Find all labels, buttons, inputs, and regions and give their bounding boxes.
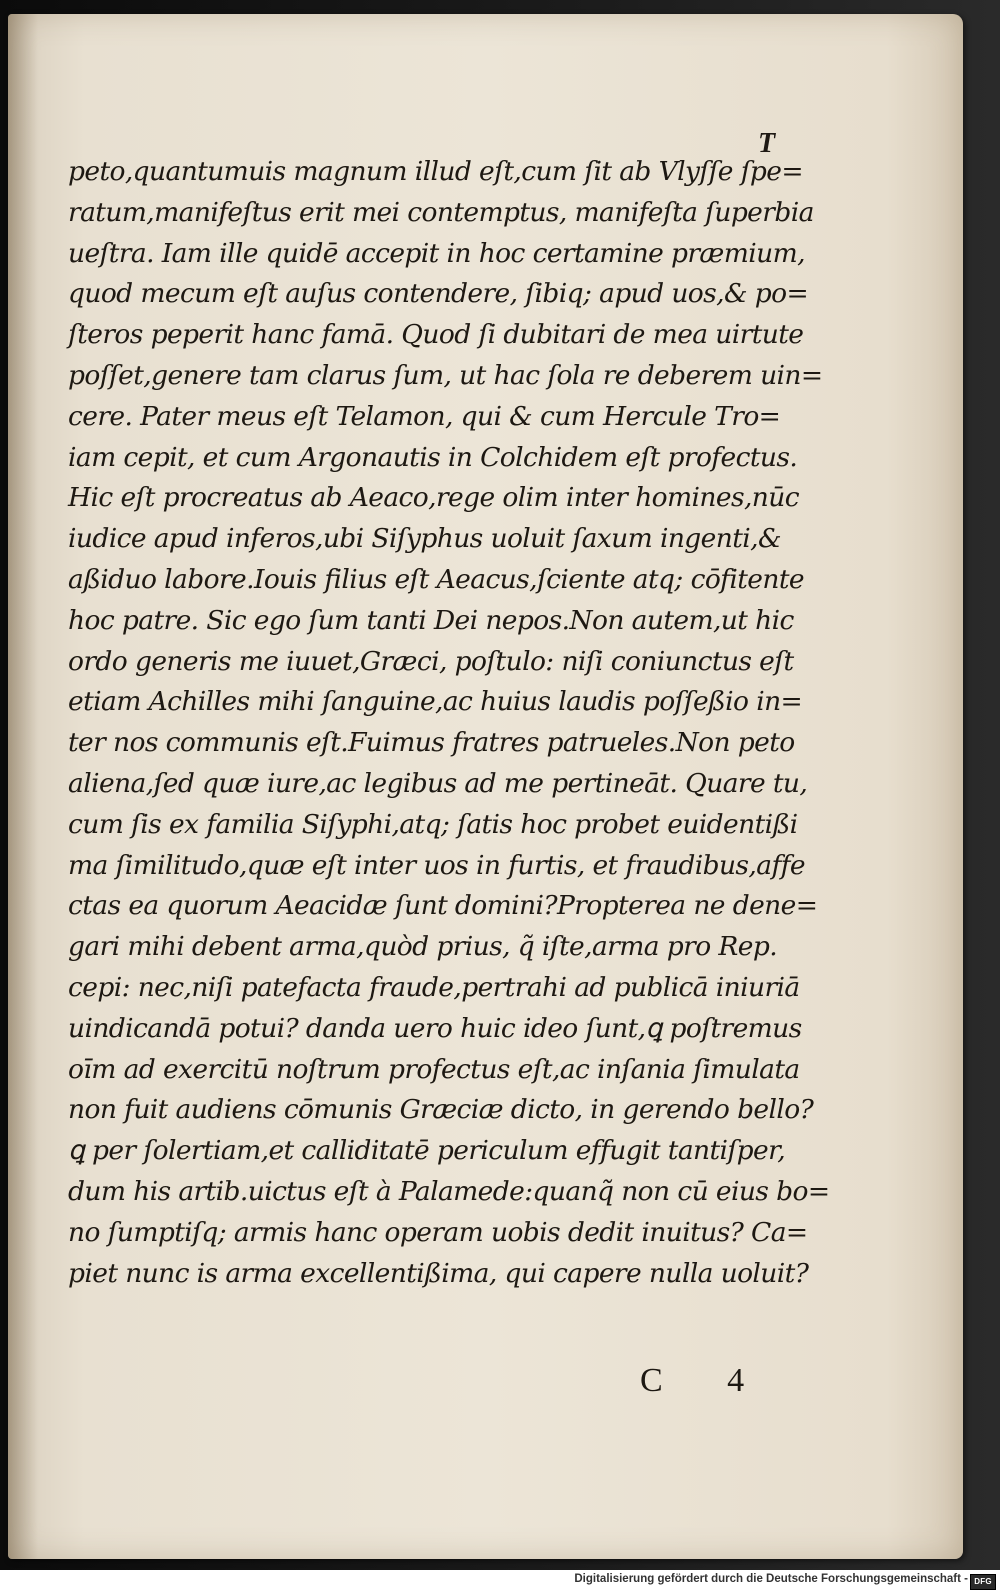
text-line: ordo generis me iuuet,Græci, poſtulo: niſi coniunctus eſt bbox=[68, 645, 794, 677]
text-line: non fuit audiens cōmunis Græciæ dicto, in gerendo bello? bbox=[68, 1094, 814, 1126]
text-line: uindicandā potui? danda uero huic ideo ſunt,ꝗ poſtremus bbox=[68, 1012, 802, 1044]
text-line: quod mecum eſt auſus contendere, ſibiq; apud uos,& po= bbox=[68, 278, 809, 310]
text-line: ueſtra. Iam ille quidē accepit in hoc certamine præmium, bbox=[68, 237, 805, 269]
text-line: peto,quantumuis magnum illud eſt,cum ſit ab Vlyſſe ſpe= bbox=[68, 156, 803, 187]
text-line: ſteros peperit hanc famā. Quod ſi dubitari de mea uirtute bbox=[68, 319, 804, 351]
funding-notice: Digitalisierung gefördert durch die Deutsche Forschungsgemeinschaft - bbox=[574, 1573, 968, 1585]
text-line: aliena,ſed quæ iure,ac legibus ad me pertineāt. Quare tu, bbox=[68, 767, 808, 799]
text-line: ꝗ per ſolertiam,et calliditatē periculum effugit tantiſper, bbox=[68, 1135, 786, 1167]
text-line: poſſet,genere tam clarus ſum, ut hac ſola re deberem uin= bbox=[68, 359, 823, 391]
text-line: oīm ad exercitū noſtrum profectus eſt,ac inſania ſimulata bbox=[68, 1053, 800, 1085]
gutter-shadow bbox=[8, 14, 38, 1559]
text-line: ma ſimilitudo,quæ eſt inter uos in furtis, et fraudibus,affe bbox=[68, 849, 805, 881]
text-line: Hic eſt procreatus ab Aeaco,rege olim inter homines,nūc bbox=[68, 482, 799, 514]
text-line: gari mihi debent arma,quòd prius, q̃ iſte,arma pro Rep. bbox=[68, 931, 778, 963]
text-line: aßiduo labore.Iouis filius eſt Aeacus,ſciente atq; cōfitente bbox=[68, 563, 804, 595]
text-line: etiam Achilles mihi ſanguine,ac huius laudis poſſeßio in= bbox=[68, 686, 803, 718]
signature-mark: C 4 bbox=[640, 1362, 773, 1399]
text-line: no ſumptiſq; armis hanc operam uobis dedit inuitus? Ca= bbox=[68, 1216, 808, 1248]
text-line: iam cepit, et cum Argonautis in Colchidem eſt profectus. bbox=[68, 441, 798, 473]
text-line: hoc patre. Sic ego ſum tanti Dei nepos.Non autem,ut hic bbox=[68, 604, 794, 636]
dfg-logo-icon: DFG bbox=[970, 1574, 996, 1590]
text-line: ter nos communis eſt.Fuimus fratres patrueles.Non peto bbox=[68, 727, 795, 759]
text-line: cere. Pater meus eſt Telamon, qui & cum Hercule Tro= bbox=[68, 400, 781, 432]
digitization-footer bbox=[0, 1570, 1000, 1593]
page-corner-marker: T bbox=[758, 128, 777, 159]
text-line: piet nunc is arma excellentißima, qui capere nulla uoluit? bbox=[68, 1257, 809, 1289]
page-body-text bbox=[68, 152, 830, 1294]
text-line: iudice apud inferos,ubi Siſyphus uoluit ſaxum ingenti,& bbox=[68, 523, 781, 555]
text-line: ctas ea quorum Aeacidæ ſunt domini?Propterea ne dene= bbox=[68, 890, 818, 922]
text-line: dum his artib.uictus eſt à Palamede:quanq̃ non cū eius bo= bbox=[68, 1175, 830, 1207]
text-line: ratum,manifeſtus erit mei contemptus, manifeſta ſuperbia bbox=[68, 196, 814, 228]
text-line: cepi: nec,niſi patefacta fraude,pertrahi ad publicā iniuriā bbox=[68, 971, 800, 1003]
text-line: cum ſis ex familia Siſyphi,atq; ſatis hoc probet euidentißi bbox=[68, 808, 798, 840]
